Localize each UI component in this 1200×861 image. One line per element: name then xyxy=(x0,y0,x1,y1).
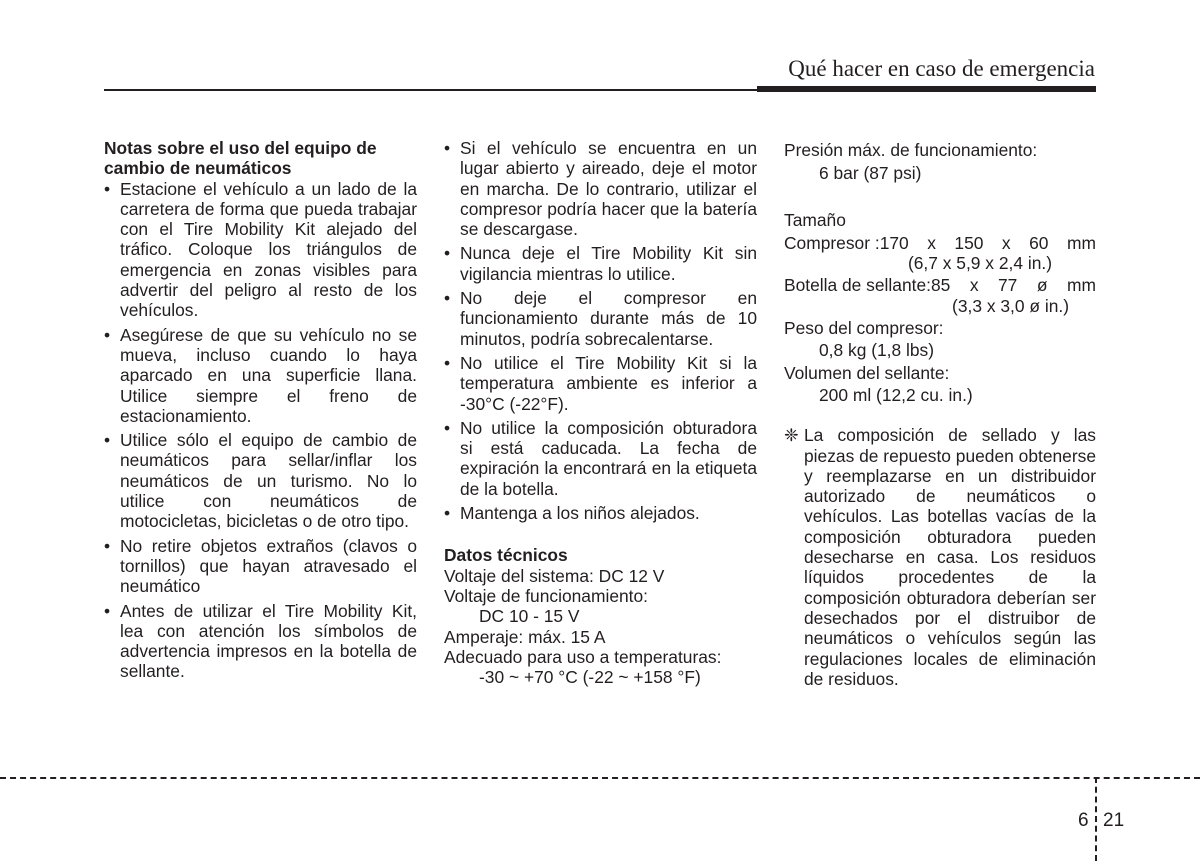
dim-value: 77 xyxy=(998,275,1018,296)
bottle-label: Botella de sellante: xyxy=(784,275,931,296)
max-pressure-label: Presión máx. de funcionamiento: xyxy=(784,140,1038,160)
column-2 xyxy=(444,138,757,687)
bullet-icon: • xyxy=(444,288,451,309)
note-asterism-icon: ❈ xyxy=(784,425,799,446)
compressor-dims-inches: (6,7 x 5,9 x 2,4 in.) xyxy=(907,253,1052,274)
heading-line-2: cambio de neumáticos xyxy=(104,158,292,179)
dim-value: 85 xyxy=(930,275,951,296)
footer-page-separator xyxy=(1095,777,1097,861)
list-item xyxy=(104,601,417,682)
bullet-icon: • xyxy=(104,535,111,556)
system-voltage: Voltaje del sistema: DC 12 V xyxy=(444,565,665,586)
dim-value: x xyxy=(969,275,979,296)
list-item xyxy=(104,536,417,597)
list-item xyxy=(444,353,757,414)
page-header-title: Qué hacer en caso de emergencia xyxy=(788,56,1095,81)
list-item xyxy=(444,418,757,499)
dim-value: 60 xyxy=(1029,232,1049,253)
list-item-text: No utilice la composición obturadora si está caducada. La fecha de expiración la encontrará en la etiqueta de la botella. xyxy=(460,417,757,499)
bullet-icon: • xyxy=(104,178,111,199)
temperature-label: Adecuado para uso a temperaturas: xyxy=(444,646,722,667)
list-item-text: Antes de utilizar el Tire Mobility Kit, lea con atención los símbolos de advertencia impresos en la botella de sellante. xyxy=(120,600,417,682)
list-item-text: No retire objetos extraños (clavos o tornillos) que hayan atravesado el neumático xyxy=(120,535,417,597)
page-number: 21 xyxy=(1103,810,1125,831)
bullet-icon: • xyxy=(444,352,451,373)
dim-value: 150 xyxy=(954,232,984,253)
column-3 xyxy=(784,138,1096,689)
dim-value: 170 xyxy=(879,232,909,253)
list-item-text: Si el vehículo se encuentra en un lugar abierto y aireado, deje el motor en marcha. De lo contrario, utilizar el compresor podría hacer que la batería se descargase. xyxy=(460,138,757,240)
list-item xyxy=(444,503,757,523)
list-item-text: No utilice el Tire Mobility Kit si la temperatura ambiente es inferior a -30°C (-22°F). xyxy=(460,352,757,414)
chapter-number: 6 xyxy=(1078,810,1089,831)
list-item xyxy=(104,325,417,426)
list-item-text: Utilice sólo el equipo de cambio de neumáticos para sellar/inflar los neumáticos de un turismo. No lo utilice con neumáticos de motocicletas, bicicletas o de otro tipo. xyxy=(120,430,417,532)
header-rule-thin xyxy=(104,89,758,91)
list-item-text: Mantenga a los niños alejados. xyxy=(460,503,700,524)
list-item-text: Asegúrese de que su vehículo no se mueva, incluso cuando lo haya aparcado en una superficie llana. Utilice siempre el freno de estacionamiento. xyxy=(120,324,417,426)
sealant-volume-value: 200 ml (12,2 cu. in.) xyxy=(819,384,973,405)
bottle-dims-values xyxy=(931,275,1096,295)
bullet-icon: • xyxy=(104,600,111,621)
dim-value: mm xyxy=(1066,275,1096,296)
dim-value: mm xyxy=(1066,232,1096,253)
operating-voltage-value: DC 10 - 15 V xyxy=(479,606,580,627)
section-heading-notes xyxy=(104,138,417,179)
compressor-dimensions xyxy=(784,233,1096,253)
list-item xyxy=(444,243,757,284)
dim-value: x xyxy=(1001,232,1011,253)
bullet-icon: • xyxy=(444,503,451,524)
list-item xyxy=(444,138,757,239)
list-item xyxy=(444,288,757,349)
bullet-icon: • xyxy=(444,138,451,158)
heading-line-1: Notas sobre el uso del equipo de xyxy=(104,138,377,158)
section-heading-tech-data: Datos técnicos xyxy=(444,545,568,566)
temperature-value: -30 ~ +70 °C (-22 ~ +158 °F) xyxy=(479,667,701,688)
dim-value: x xyxy=(927,232,936,253)
compressor-weight-value: 0,8 kg (1,8 lbs) xyxy=(819,340,935,361)
amperage: Amperaje: máx. 15 A xyxy=(444,626,606,647)
bullet-icon: • xyxy=(104,324,111,345)
size-label: Tamaño xyxy=(784,209,846,230)
list-item xyxy=(104,430,417,531)
header-rule-thick xyxy=(757,86,1096,92)
compressor-dims-values xyxy=(880,233,1096,253)
compressor-label: Compresor : xyxy=(784,232,880,253)
list-item-text: No deje el compresor en funcionamiento durante más de 10 minutos, podría sobrecalentarse. xyxy=(460,288,757,349)
note-paragraph xyxy=(784,425,1096,689)
bullet-icon: • xyxy=(444,243,451,264)
list-item xyxy=(104,179,417,321)
list-item-text: Nunca deje el Tire Mobility Kit sin vigilancia mientras lo utilice. xyxy=(460,243,757,284)
note-text: La composición de sellado y las piezas de repuesto pueden obtenerse y reemplazarse en un distribuidor autorizado de neumáticos o vehículos. Las botellas vacías de la composición obturadora pueden desecharse en casa. Los residuos líquidos procedentes de la composición obturadora deberían ser desechados por el distruibor de neumáticos o vehículos según las regulaciones locales de eliminación de residuos. xyxy=(804,425,1096,689)
notes-bullet-list xyxy=(104,179,417,682)
bottle-dimensions xyxy=(784,275,1096,295)
bottle-dims-inches: (3,3 x 3,0 ø in.) xyxy=(952,295,1069,316)
bullet-icon: • xyxy=(444,417,451,438)
bullet-icon: • xyxy=(104,430,111,451)
operating-voltage-label: Voltaje de funcionamiento: xyxy=(444,585,648,606)
dim-value: ø xyxy=(1036,275,1048,296)
spacer xyxy=(784,184,1096,206)
sealant-volume-label: Volumen del sellante: xyxy=(784,362,950,383)
max-pressure-value: 6 bar (87 psi) xyxy=(819,163,922,184)
warnings-bullet-list xyxy=(444,138,757,523)
list-item-text: Estacione el vehículo a un lado de la carretera de forma que pueda trabajar con el Tire Mobility Kit alejado del tráfico. Coloque los triángulos de emergencia en zonas visibles para advertir del peligro al resto de los vehículos. xyxy=(120,178,417,321)
compressor-weight-label: Peso del compresor: xyxy=(784,318,944,339)
column-1 xyxy=(104,138,417,686)
footer-dashed-rule xyxy=(0,777,1200,779)
